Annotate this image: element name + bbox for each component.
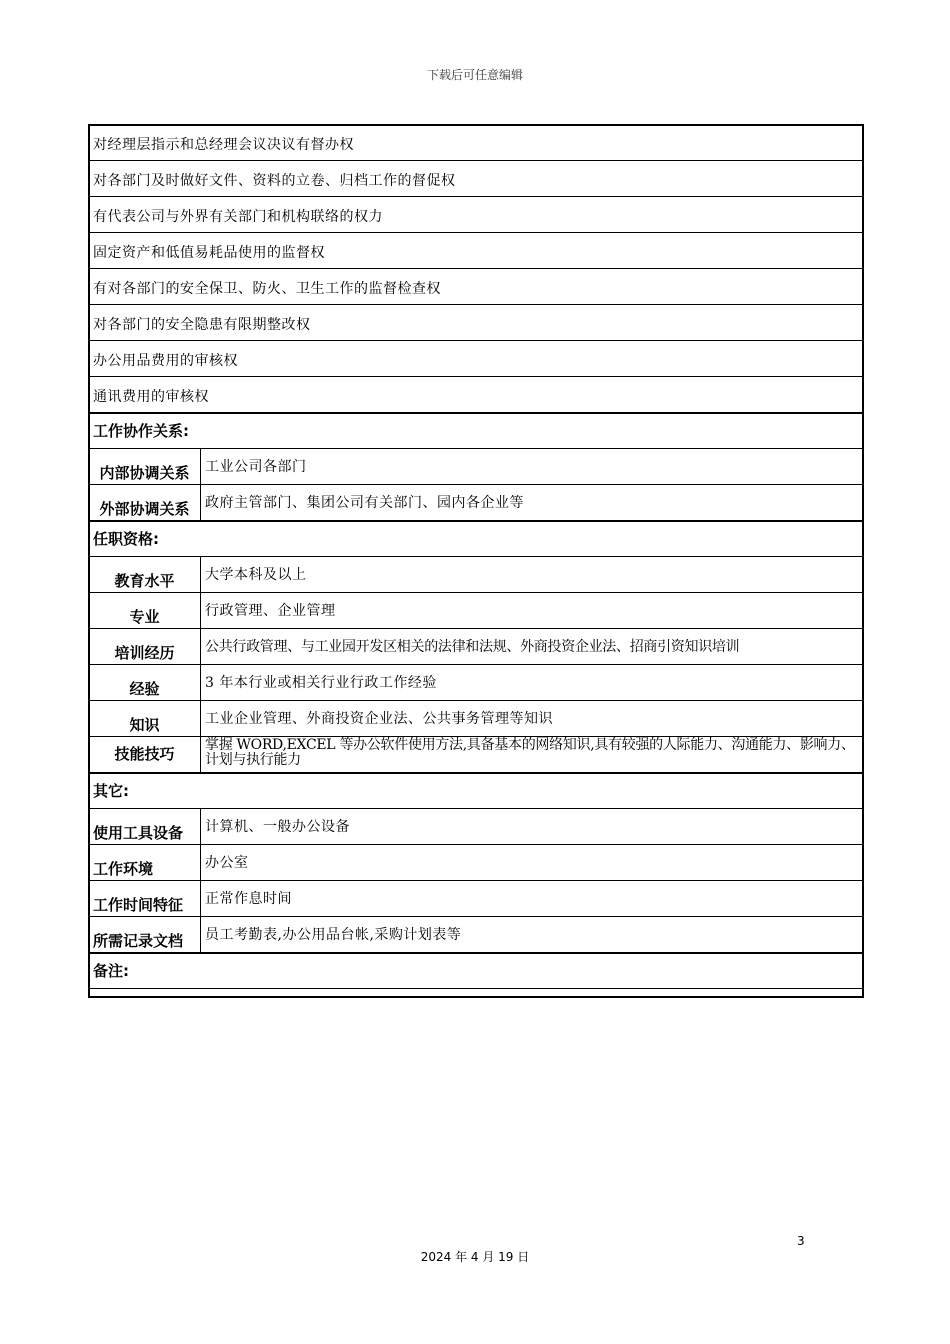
- skills-label: 技能技巧: [89, 737, 201, 773]
- authority-row: [89, 305, 863, 341]
- major-label: 专业: [89, 593, 201, 629]
- authority-item: 有代表公司与外界有关部门和机构联络的权力: [89, 197, 863, 233]
- header-note: 下载后可任意编辑: [426, 68, 523, 82]
- skills-value: 掌握 WORD,EXCEL 等办公软件使用方法,具备基本的网络知识,具有较强的人际能力、沟通能力、影响力、计划与执行能力: [201, 737, 863, 773]
- tools-value: 计算机、一般办公设备: [201, 809, 863, 845]
- internal-coordination-value: 工业公司各部门: [201, 449, 863, 485]
- qualification-row: [89, 737, 863, 773]
- cooperation-row: [89, 449, 863, 485]
- authority-row: [89, 197, 863, 233]
- authority-row: [89, 233, 863, 269]
- qualification-row: [89, 593, 863, 629]
- training-label: 培训经历: [89, 629, 201, 665]
- major-value: 行政管理、企业管理: [201, 593, 863, 629]
- remarks-row: [89, 953, 863, 989]
- qualification-row: [89, 701, 863, 737]
- job-description-table: [88, 124, 863, 989]
- work-time-label: 工作时间特征: [89, 881, 201, 917]
- authority-item: 对各部门及时做好文件、资料的立卷、归档工作的督促权: [89, 161, 863, 197]
- authority-row: [89, 125, 863, 161]
- records-value: 员工考勤表,办公用品台帐,采购计划表等: [201, 917, 863, 953]
- other-row: [89, 845, 863, 881]
- other-header-row: [89, 773, 863, 809]
- external-coordination-value: 政府主管部门、集团公司有关部门、园内各企业等: [201, 485, 863, 521]
- external-coordination-label: 外部协调关系: [89, 485, 201, 521]
- page-number: 3: [797, 1234, 805, 1248]
- cooperation-section-title: 工作协作关系:: [89, 413, 863, 449]
- other-row: [89, 809, 863, 845]
- knowledge-label: 知识: [89, 701, 201, 737]
- experience-value: 3 年本行业或相关行业行政工作经验: [201, 665, 863, 701]
- authority-item: 通讯费用的审核权: [89, 377, 863, 413]
- other-row: [89, 881, 863, 917]
- environment-label: 工作环境: [89, 845, 201, 881]
- qualification-header-row: [89, 521, 863, 557]
- authority-item: 有对各部门的安全保卫、防火、卫生工作的监督检查权: [89, 269, 863, 305]
- experience-label: 经验: [89, 665, 201, 701]
- qualification-row: [89, 665, 863, 701]
- authority-item: 对各部门的安全隐患有限期整改权: [89, 305, 863, 341]
- tools-label: 使用工具设备: [89, 809, 201, 845]
- authority-row: [89, 269, 863, 305]
- work-time-value: 正常作息时间: [201, 881, 863, 917]
- footer-date: 2024 年 4 月 19 日: [420, 1250, 530, 1264]
- knowledge-value: 工业企业管理、外商投资企业法、公共事务管理等知识: [201, 701, 863, 737]
- authority-row: [89, 161, 863, 197]
- other-row: [89, 917, 863, 953]
- cooperation-header-row: [89, 413, 863, 449]
- other-section-title: 其它:: [89, 773, 863, 809]
- cooperation-row: [89, 485, 863, 521]
- authority-row: [89, 377, 863, 413]
- authority-item: 办公用品费用的审核权: [89, 341, 863, 377]
- internal-coordination-label: 内部协调关系: [89, 449, 201, 485]
- education-label: 教育水平: [89, 557, 201, 593]
- authority-item: 对经理层指示和总经理会议决议有督办权: [89, 125, 863, 161]
- remarks-title: 备注:: [89, 953, 863, 989]
- qualification-section-title: 任职资格:: [89, 521, 863, 557]
- records-label: 所需记录文档: [89, 917, 201, 953]
- environment-value: 办公室: [201, 845, 863, 881]
- qualification-row: [89, 557, 863, 593]
- authority-row: [89, 341, 863, 377]
- qualification-row: [89, 629, 863, 665]
- authority-item: 固定资产和低值易耗品使用的监督权: [89, 233, 863, 269]
- training-value: 公共行政管理、与工业园开发区相关的法律和法规、外商投资企业法、招商引资知识培训: [201, 629, 863, 665]
- education-value: 大学本科及以上: [201, 557, 863, 593]
